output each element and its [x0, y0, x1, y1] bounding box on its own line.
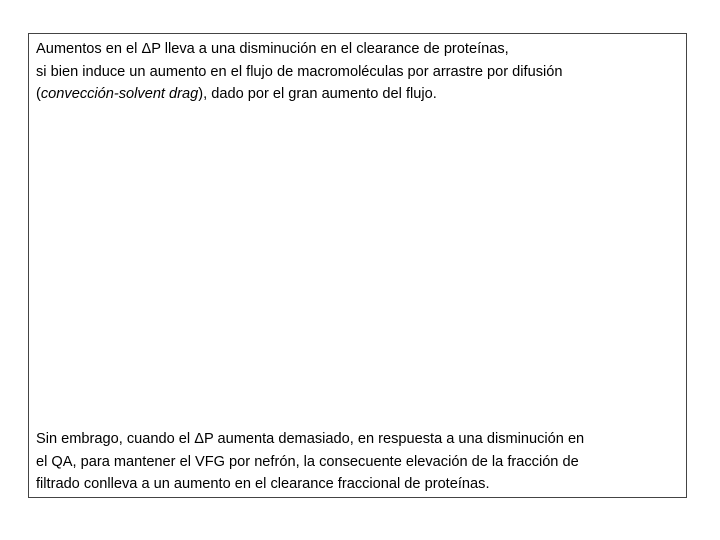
top-paragraph-line-3 [36, 83, 676, 106]
bottom-paragraph-line-3: filtrado conlleva a un aumento en el clearance fraccional de proteínas. [36, 476, 490, 492]
top-paragraph-line-1: Aumentos en el ΔP lleva a una disminución en el clearance de proteínas, [36, 41, 509, 57]
open-paren: ( [36, 86, 41, 102]
top-paragraph [36, 38, 676, 106]
bottom-paragraph [36, 428, 676, 496]
bottom-paragraph-line-2: el QA, para mantener el VFG por nefrón, la consecuente elevación de la fracción de [36, 453, 579, 470]
top-paragraph-line-2: si bien induce un aumento en el flujo de macromoléculas por arrastre por difusión [36, 63, 563, 80]
slide-frame [28, 33, 687, 498]
italic-term: convección-solvent drag [40, 86, 199, 102]
line-3-rest: ), dado por el gran aumento del flujo. [198, 86, 437, 102]
bottom-paragraph-line-1: Sin embrago, cuando el ΔP aumenta demasiado, en respuesta a una disminución en [36, 431, 585, 447]
